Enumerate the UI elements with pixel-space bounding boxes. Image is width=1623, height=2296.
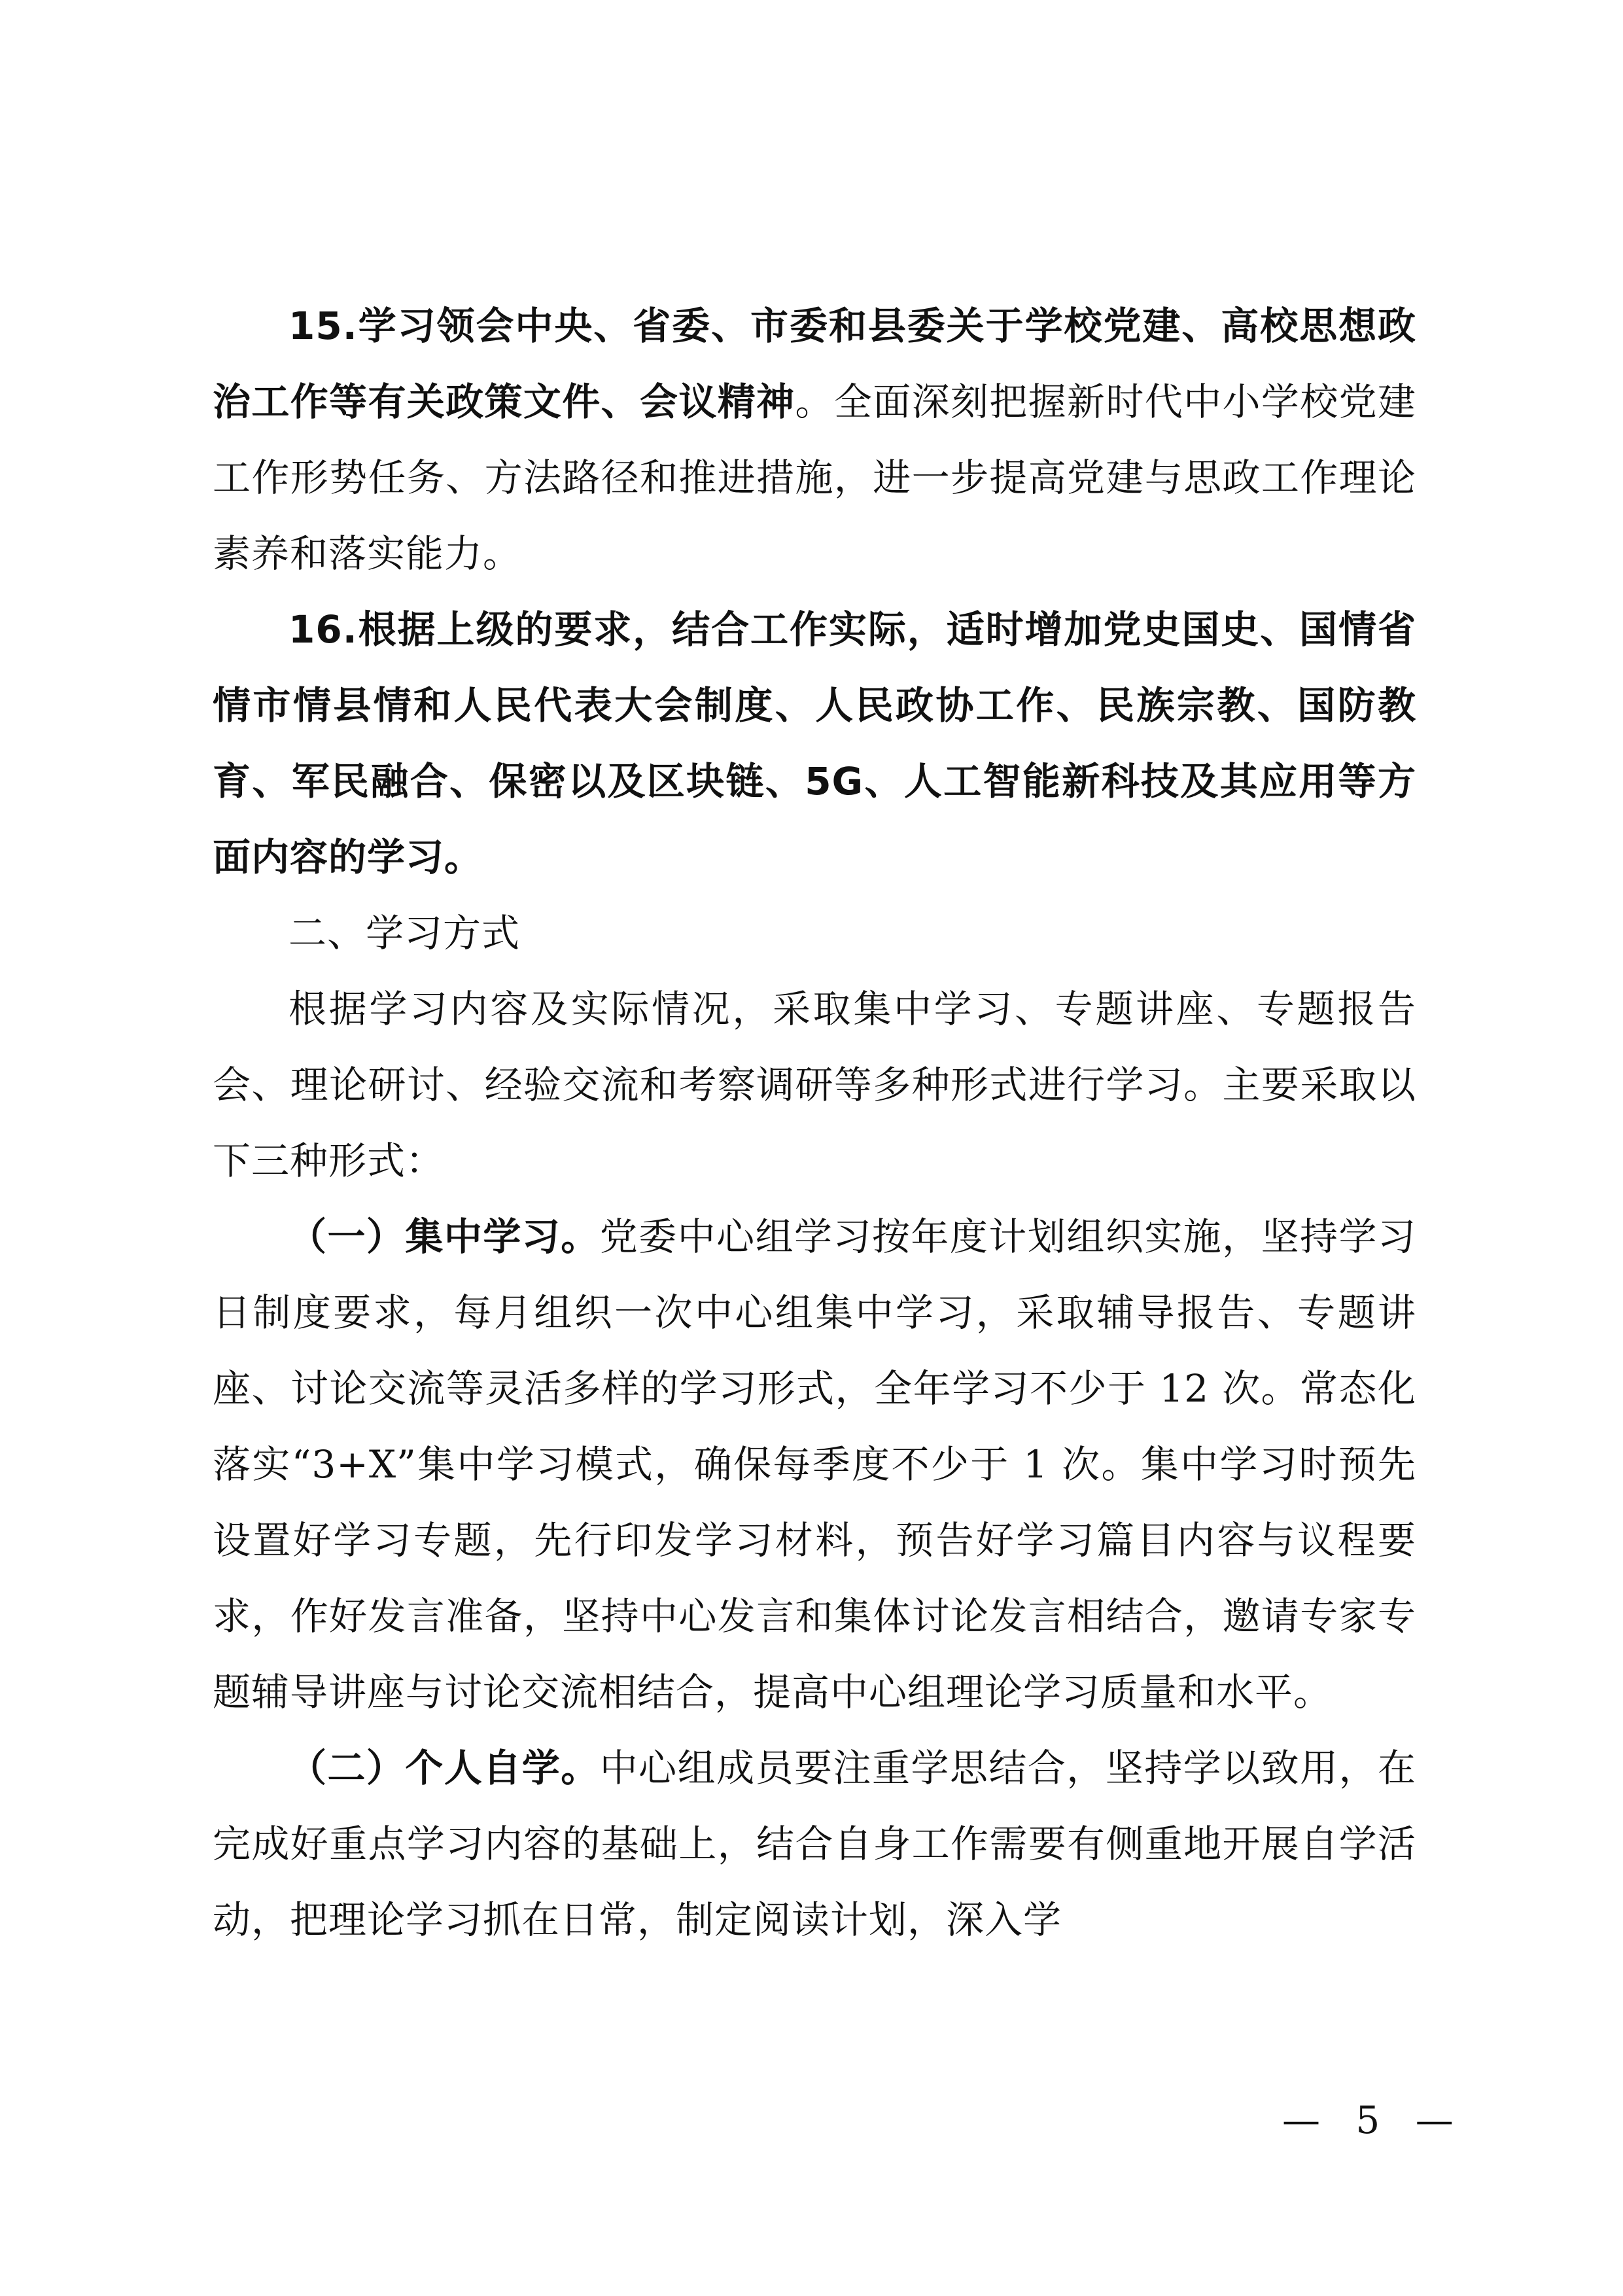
centralized-study-heading: （一）集中学习。 [288, 1214, 600, 1259]
item-15-text: 。全面深刻把握新时代中小学校党建工作形势任务、方法路径和推进措施，进一步提高党建与思政工作理论素养和落实能力。 [213, 380, 1416, 576]
paragraph-centralized-study [213, 1199, 1416, 1730]
paragraph-self-study [213, 1730, 1416, 1958]
item-16-heading: 16.根据上级的要求，结合工作实际，适时增加党史国史、国情省情市情县情和人民代表大会制度、人民政协工作、民族宗教、国防教育、军民融合、保密以及区块链、5G、人工智能新科技及其应用等方面内容的学习。 [213, 607, 1416, 879]
paragraph-intro: 根据学习内容及实际情况，采取集中学习、专题讲座、专题报告会、理论研讨、经验交流和考察调研等多种形式进行学习。主要采取以下三种形式： [213, 987, 1416, 1183]
self-study-heading: （二）个人自学。 [288, 1746, 600, 1790]
paragraph-item-16 [213, 592, 1416, 895]
document-body [213, 288, 1416, 1958]
item-15-heading: 15.学习领会中央、省委、市委和县委关于学校党建、高校思想政治工作等有关政策文件、会议精神 [213, 304, 1416, 424]
section-heading-study-methods: 二、学习方式 [288, 911, 521, 955]
centralized-study-text: 党委中心组学习按年度计划组织实施，坚持学习日制度要求，每月组织一次中心组集中学习，采取辅导报告、专题讲座、讨论交流等灵活多样的学习形式，全年学习不少于 12 次。常态化落实“3+X”集中学习模式，确保每季度不少于 1 次。集中学习时预先设置好学习专题，先行印发学习材料，预告好学习篇目内容与议程要求，作好发言准备，坚持中心发言和集体讨论发言相结合，邀请专家专题辅导讲座与讨论交流相结合，提高中心组理论学习质量和水平。 [213, 1214, 1416, 1714]
paragraph-item-15 [213, 288, 1416, 592]
page-number: — 5 — [1282, 2098, 1465, 2142]
self-study-text: 中心组成员要注重学思结合，坚持学以致用，在完成好重点学习内容的基础上，结合自身工作需要有侧重地开展自学活动，把理论学习抓在日常，制定阅读计划，深入学 [213, 1746, 1416, 1942]
